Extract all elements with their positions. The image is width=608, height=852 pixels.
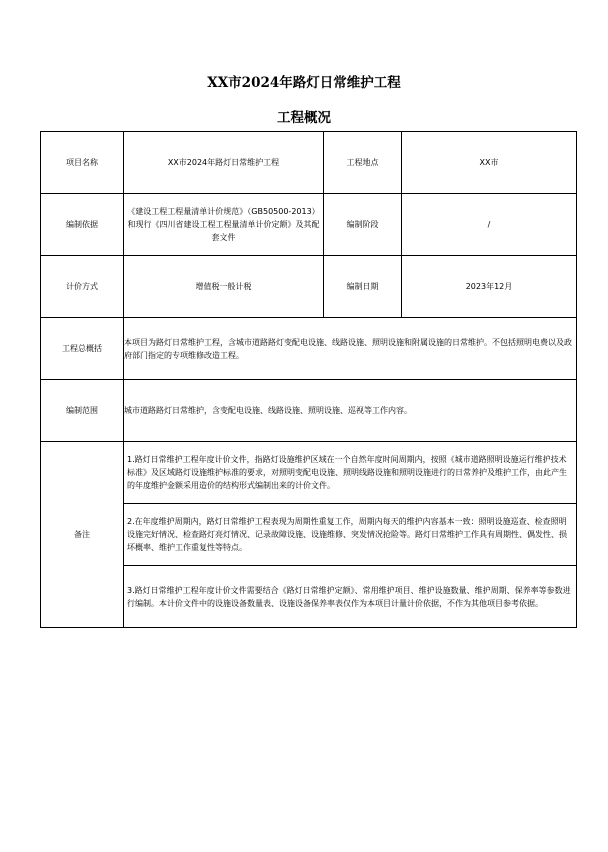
notes-label: 备注	[41, 442, 124, 628]
date-value: 2023年12月	[402, 256, 577, 318]
date-label: 编制日期	[324, 256, 402, 318]
project-name-label: 项目名称	[41, 132, 124, 194]
section-subtitle: 工程概况	[277, 110, 331, 126]
stage-value: /	[402, 194, 577, 256]
project-name-value: XX市2024年路灯日常维护工程	[124, 132, 324, 194]
table-row	[41, 132, 577, 194]
note-item	[124, 504, 576, 566]
pricing-value: 增值税一般计税	[124, 256, 324, 318]
document-title: XX市2024年路灯日常维护工程	[207, 75, 401, 91]
note-text: 1.路灯日常维护工程年度计价文件，指路灯设施维护区域在一个自然年度时间周期内，按照《城市道路照明设施运行维护技术标准》及区域路灯设施维护标准的要求，对照明变配电设施、照明线路设施和照明设施进行的日常养护及维护工作，由此产生的年度维护金额采用造价的结构形式编制出来的计价文件。	[127, 455, 567, 490]
location-value: XX市	[402, 132, 577, 194]
summary-label: 工程总概括	[41, 318, 124, 380]
stage-label: 编制阶段	[324, 194, 402, 256]
table-row	[41, 318, 577, 380]
scope-label: 编制范围	[41, 380, 124, 442]
basis-value: 《建设工程工程量清单计价规范》（GB50500-2013）和现行《四川省建设工程工程量清单计价定额》及其配套文件	[124, 194, 324, 256]
pricing-label: 计价方式	[41, 256, 124, 318]
note-item	[124, 442, 576, 504]
table-row	[41, 256, 577, 318]
summary-value: 本项目为路灯日常维护工程，含城市道路路灯变配电设施、线路设施、照明设施和附属设施的日常维护。不包括照明电费以及政府部门指定的专项维修改造工程。	[124, 318, 577, 380]
note-text: 2.在年度维护周期内，路灯日常维护工程表现为周期性重复工作，周期内每天的维护内容基本一致：照明设施巡查、检查照明设施完好情况、检查路灯亮灯情况、记录故障设施、设施维修、突发情况抢险等。路灯日常维护工作具有周期性、偶发性、损坏概率、维护工作重复性等特点。	[127, 517, 567, 552]
scope-value: 城市道路路灯日常维护，含变配电设施、线路设施、照明设施、巡视等工作内容。	[124, 380, 577, 442]
location-label: 工程地点	[324, 132, 402, 194]
project-overview-table	[40, 131, 577, 628]
table-row	[41, 194, 577, 256]
basis-label: 编制依据	[41, 194, 124, 256]
notes-cell	[124, 442, 577, 628]
note-text: 3.路灯日常维护工程年度计价文件需要结合《路灯日常维护定额》、常用维护项目、维护设施数量、维护周期、保养率等参数进行编制。本计价文件中的设施设备数量表、设施设备保养率表仅作为本项目计量计价依据，不作为其他项目参考依据。	[127, 585, 571, 608]
note-item	[124, 566, 576, 627]
table-row	[41, 380, 577, 442]
table-row	[41, 442, 577, 628]
